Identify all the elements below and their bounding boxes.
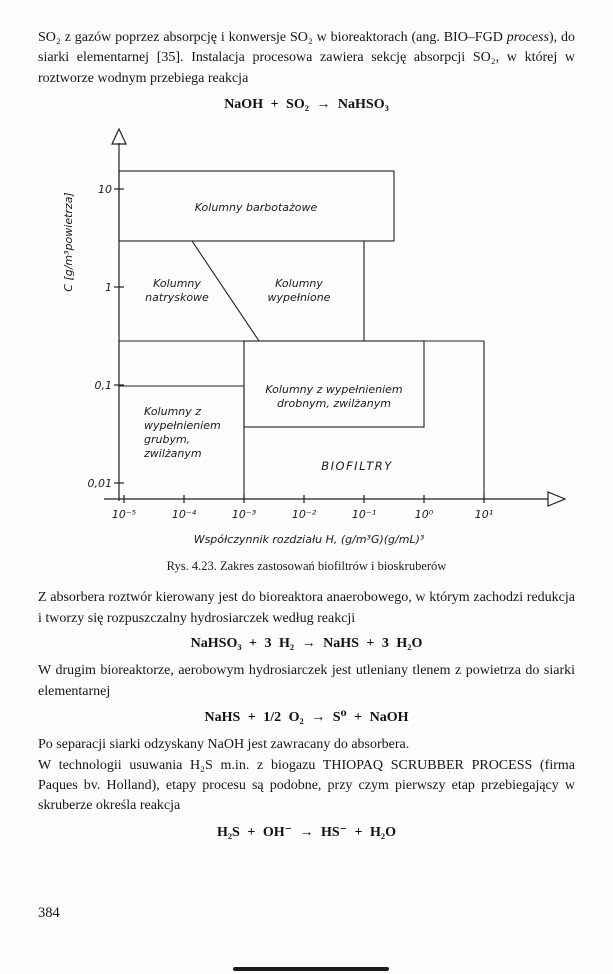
svg-text:drobnym, zwilżanym: drobnym, zwilżanym [276,397,392,411]
svg-text:Kolumny: Kolumny [275,277,323,291]
paragraph-intro [38,28,575,89]
page-content [38,28,575,850]
x-tick-label-1e-3: 10⁻³ [231,508,257,522]
x-tick-label-1e0: 10⁰ [414,508,434,522]
process-italic-word: process [506,30,549,45]
x-tick-labels [112,508,493,521]
page-number: 384 [38,905,60,921]
y-tick-label-10: 10 [98,183,112,197]
paragraph-intro-text-cont: ), do siarki elementarnej [35]. Instalacja procesowa zawiera sekcję absorpcji SO₂, w której w roztworze wodnym przebiega reakcja [38,30,575,86]
svg-text:Kolumny z wypełnieniem: Kolumny z wypełnieniem [265,383,403,397]
equation-h2s: H₂S + OH⁻ → HS⁻ + H₂O [216,824,397,840]
figure-4-23 [38,127,575,574]
region-label-barbotazowe: Kolumny barbotażowe [194,201,318,215]
region-label-biofiltry: BIOFILTRY [321,459,393,474]
x-axis [104,492,565,506]
x-tick-label-1e1: 10¹ [474,508,494,522]
x-tick-label-1e-2: 10⁻² [291,508,317,522]
svg-text:grubym,: grubym, [144,433,191,447]
y-tick-label-1: 1 [105,281,112,295]
y-axis-title: C [g/m³powietrza] [62,192,75,293]
paragraph-separation: Po separacji siarki odzyskany NaOH jest zawracany do absorbera. [38,737,410,753]
y-tick-label-0-1: 0,1 [94,379,112,393]
equation-nahso3: NaHSO₃ + 3 H₂ → NaHS + 3 H₂O [190,636,423,652]
x-axis-title: Współczynnik rozdziału H, (g/m³G)(g/mL)³ [193,533,425,547]
equation-naoh-so2: NaOH + SO₂ → NaHSO₃ [224,97,389,113]
x-tick-label-1e-4: 10⁻⁴ [171,508,197,522]
paragraph-thiopaq: W technologii usuwania H₂S m.in. z biogazu THIOPAQ SCRUBBER PROCESS (firma Paques bv. Holland), etapy procesu są podobne, przy czym pierwszy etap przebiegający w skruberze określa reakcja [38,757,575,814]
equation-nahs: NaHS + 1/2 O₂ → S⁰ + NaOH [204,710,409,726]
x-tick-label-1e-1: 10⁻¹ [351,508,377,522]
y-tick-label-0-01: 0,01 [87,477,112,491]
paragraph-intro-text: SO₂ z gazów poprzez absorpcję i konwersje SO₂ w bioreaktorach (ang. BIO–FGD [38,30,507,45]
paragraph-bioreactor: W drugim bioreaktorze, aerobowym hydrosiarczek jest utleniany tlenem z powietrza do siarki elementarnej [38,663,575,699]
y-tick-labels [88,183,113,490]
y-axis-arrow-icon [112,129,126,144]
svg-text:wypełnione: wypełnione [267,291,331,305]
paragraph-absorber: Z absorbera roztwór kierowany jest do bioreaktora anaerobowego, w którym zachodzi redukcja i tworzy się rozpuszczalny hydrosiarczek według reakcji [38,590,575,626]
x-axis-arrow-icon [548,492,565,506]
region-label-drobne [265,383,402,410]
svg-text:Kolumny: Kolumny [153,277,201,291]
svg-text:Kolumny z: Kolumny z [144,405,202,419]
svg-text:wypełnieniem: wypełnieniem [144,419,221,433]
biofilter-range-chart [44,127,584,551]
region-label-wypelnione [268,277,331,304]
svg-text:zwilżanym: zwilżanym [144,447,202,461]
x-tick-label-1e-5: 10⁻⁵ [111,508,137,522]
scan-artifact [233,967,389,971]
region-label-natryskowe [145,277,209,304]
region-label-grube [143,405,221,460]
svg-text:natryskowe: natryskowe [145,291,209,305]
figure-caption: Rys. 4.23. Zakres zastosowań biofiltrów i bioskruberów [166,559,447,574]
